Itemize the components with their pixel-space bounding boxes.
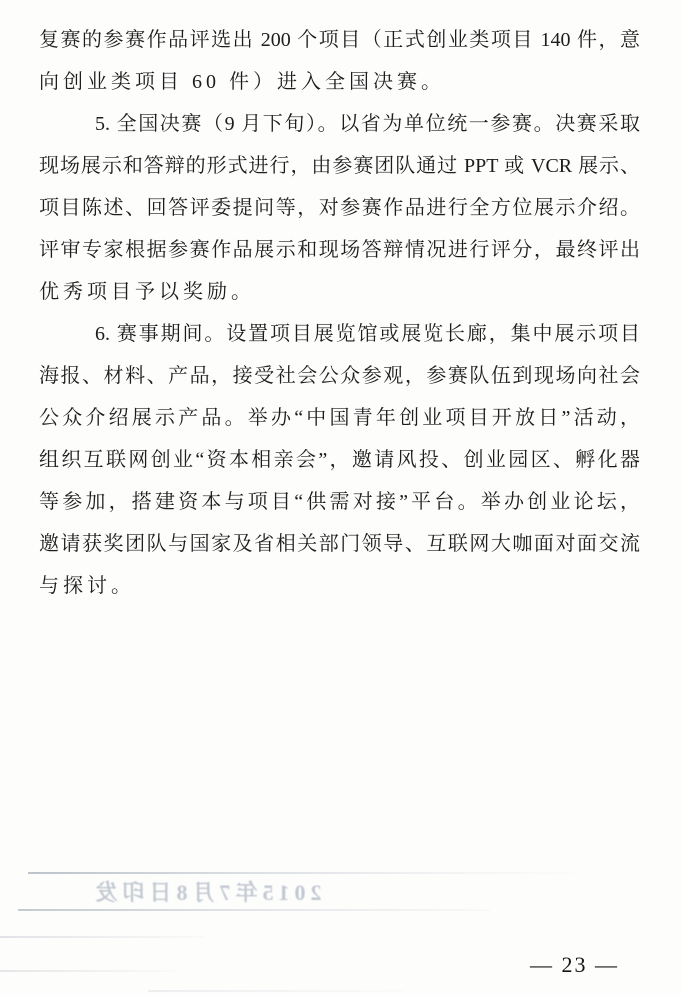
scan-artifact [0, 970, 175, 972]
text-line: 公众介绍展示产品。举办“中国青年创业项目开放日”活动， [39, 407, 640, 429]
text-line-item-5: 5. 全国决赛（9 月下旬）。以省为单位统一参赛。决赛采取 [95, 113, 640, 135]
scan-artifact [0, 936, 205, 938]
text-line: 与探讨。 [39, 575, 135, 597]
page-number: — 23 — [530, 952, 619, 977]
text-line: 等参加，搭建资本与项目“供需对接”平台。举办创业论坛， [39, 491, 640, 513]
text-line: 评审专家根据参赛作品展示和现场答辩情况进行评分，最终评出 [39, 239, 640, 261]
text-line: 向创业类项目 60 件）进入全国决赛。 [39, 71, 445, 93]
text-line: 邀请获奖团队与国家及省相关部门领导、互联网大咖面对面交流 [39, 533, 640, 555]
text-line: 组织互联网创业“资本相亲会”，邀请风投、创业园区、孵化器 [39, 449, 640, 471]
scan-artifact [148, 990, 403, 992]
text-line: 复赛的参赛作品评选出 200 个项目（正式创业类项目 140 件，意 [39, 29, 640, 51]
text-line: 优秀项目予以奖励。 [39, 281, 255, 303]
text-line-item-6: 6. 赛事期间。设置项目展览馆或展览长廊，集中展示项目 [95, 323, 640, 345]
text-line: 项目陈述、回答评委提问等，对参赛作品进行全方位展示介绍。 [39, 197, 640, 219]
text-line: 现场展示和答辩的形式进行，由参赛团队通过 PPT 或 VCR 展示、 [39, 155, 640, 177]
body-text [39, 19, 640, 607]
scan-bleedthrough-rule [18, 909, 490, 911]
scan-bleedthrough-rule [28, 872, 573, 874]
text-line: 海报、材料、产品，接受社会公众参观，参赛队伍到现场向社会 [39, 365, 640, 387]
scan-bleedthrough-text: 2015年7月8日印发 [90, 880, 322, 905]
